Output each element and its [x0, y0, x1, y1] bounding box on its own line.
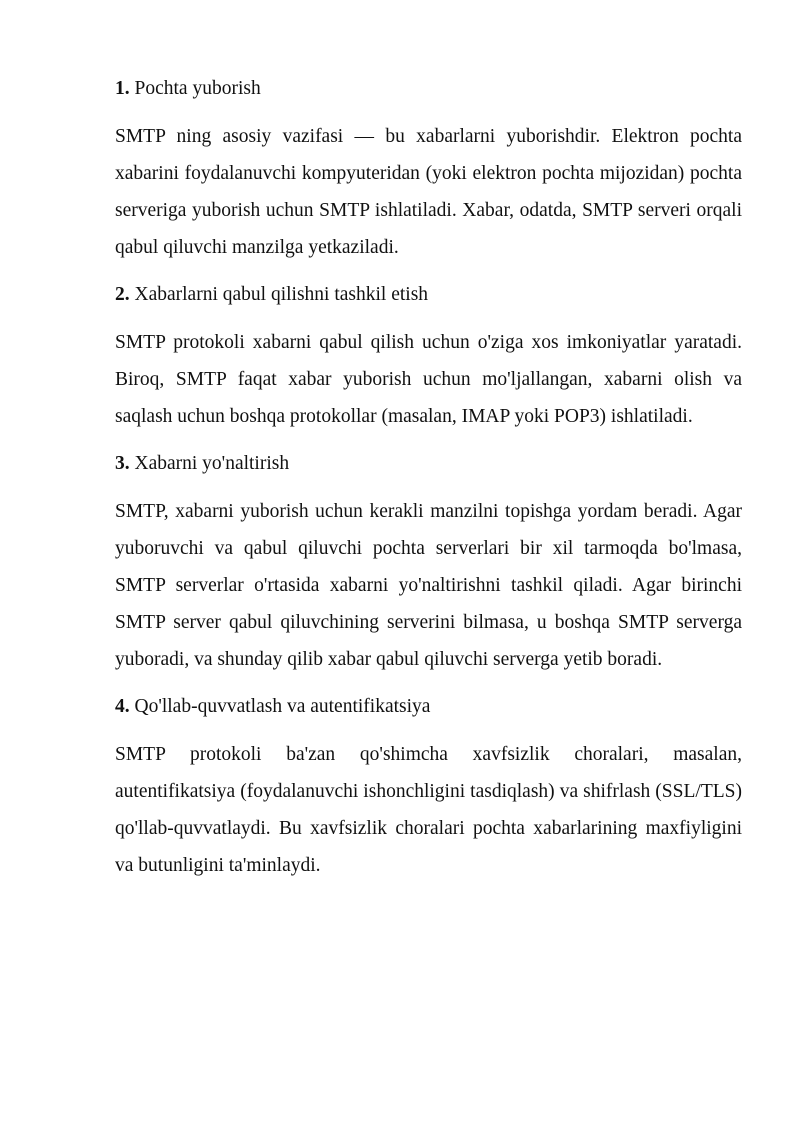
document-page	[115, 76, 742, 900]
section-title: Pochta yuborish	[134, 78, 261, 99]
section-paragraph: SMTP protokoli ba'zan qo'shimcha xavfsizlik choralari, masalan, autentifikatsiya (foydalanuvchi ishonchligini tasdiqlash) va shifrlash (SSL/TLS) qo'llab-quvvatlaydi. Bu xavfsizlik choralari pochta xabarlarining maxfiyligini va butunligini ta'minlaydi.	[115, 744, 742, 876]
section-paragraph: SMTP protokoli xabarni qabul qilish uchun o'ziga xos imkoniyatlar yaratadi. Biroq, SMTP faqat xabar yuborish uchun mo'ljallangan, xabarni olish va saqlash uchun boshqa protokollar (masalan, IMAP yoki POP3) ishlatiladi.	[115, 332, 742, 427]
section-number: 1.	[115, 78, 130, 99]
section-heading	[115, 451, 742, 477]
section-number: 4.	[115, 696, 130, 717]
section-paragraph: SMTP, xabarni yuborish uchun kerakli manzilni topishga yordam beradi. Agar yuboruvchi va qabul qiluvchi pochta serverlari bir xil tarmoqda bo'lmasa, SMTP serverlar o'rtasida xabarni yo'naltirishni tashkil qiladi. Agar birinchi SMTP server qabul qiluvchining serverini bilmasa, u boshqa SMTP serverga yuboradi, va shunday qilib xabar qabul qiluvchi serverga yetib boradi.	[115, 501, 742, 670]
section-2	[115, 282, 742, 435]
section-heading	[115, 76, 742, 102]
section-1	[115, 76, 742, 266]
section-heading	[115, 694, 742, 720]
section-title: Qo'llab-quvvatlash va autentifikatsiya	[134, 696, 431, 717]
section-3	[115, 451, 742, 678]
section-4	[115, 694, 742, 884]
section-heading	[115, 282, 742, 308]
section-title: Xabarlarni qabul qilishni tashkil etish	[134, 284, 429, 305]
section-paragraph: SMTP ning asosiy vazifasi — bu xabarlarni yuborishdir. Elektron pochta xabarini foydalanuvchi kompyuteridan (yoki elektron pochta mijozidan) pochta serveriga yuborish uchun SMTP ishlatiladi. Xabar, odatda, SMTP serveri orqali qabul qiluvchi manzilga yetkaziladi.	[115, 126, 742, 258]
section-number: 2.	[115, 284, 130, 305]
section-title: Xabarni yo'naltirish	[134, 453, 290, 474]
section-number: 3.	[115, 453, 130, 474]
